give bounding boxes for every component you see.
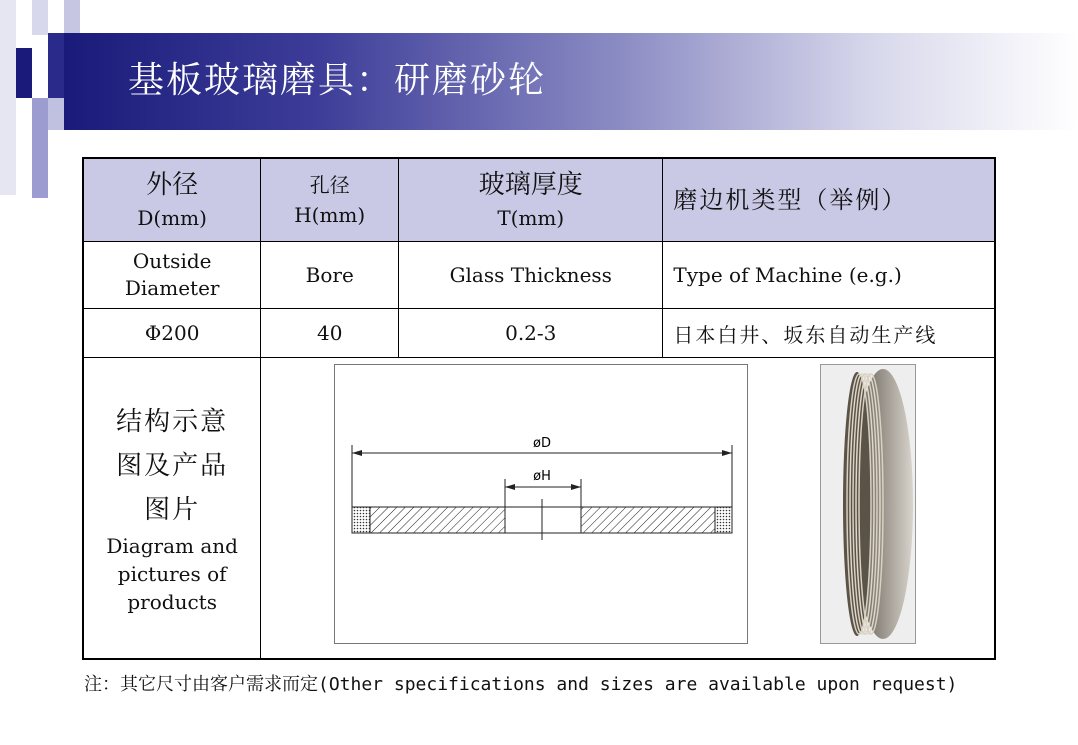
decor-square — [48, 98, 64, 130]
footnote: 注：其它尺寸由客户需求而定(Other specifications and sizes are available upon request) — [84, 674, 958, 695]
header-machine-type: 磨边机类型（举例） — [663, 158, 995, 242]
header-bore: 孔径 H(mm) — [261, 158, 399, 242]
label-d: øD — [533, 436, 551, 451]
decor-square — [16, 48, 32, 98]
table-row — [83, 242, 995, 309]
cell-picture-label: 结构示意 图及产品 图片 Diagram and pictures of products — [83, 358, 261, 660]
decor-square — [48, 33, 64, 98]
cell-glass-thickness-value: 0.2-3 — [399, 309, 663, 358]
product-photo — [820, 364, 916, 644]
decor-square — [32, 0, 48, 35]
cell-outside-diameter-value: Φ200 — [83, 309, 261, 358]
cell-machine-type-value: 日本白井、坂东自动生产线 — [663, 309, 995, 358]
decor-square — [0, 0, 16, 195]
decor-square — [32, 98, 48, 198]
header-outside-diameter: 外径 D(mm) — [83, 158, 261, 242]
decor-square — [64, 0, 80, 33]
table-header-row — [83, 158, 995, 242]
cell-outside-diameter-en: Outside Diameter — [83, 242, 261, 309]
cell-bore-value: 40 — [261, 309, 399, 358]
table-row — [83, 309, 995, 358]
label-h: øH — [533, 469, 551, 484]
wheel-diagram — [334, 364, 748, 644]
wheel-diagram-svg — [335, 365, 747, 643]
cell-machine-type-en: Type of Machine (e.g.) — [663, 242, 995, 309]
cell-bore-en: Bore — [261, 242, 399, 309]
grinding-wheel-photo — [821, 365, 915, 643]
header-glass-thickness: 玻璃厚度 T(mm) — [399, 158, 663, 242]
cell-glass-thickness-en: Glass Thickness — [399, 242, 663, 309]
page-title: 基板玻璃磨具：研磨砂轮 — [128, 60, 547, 101]
